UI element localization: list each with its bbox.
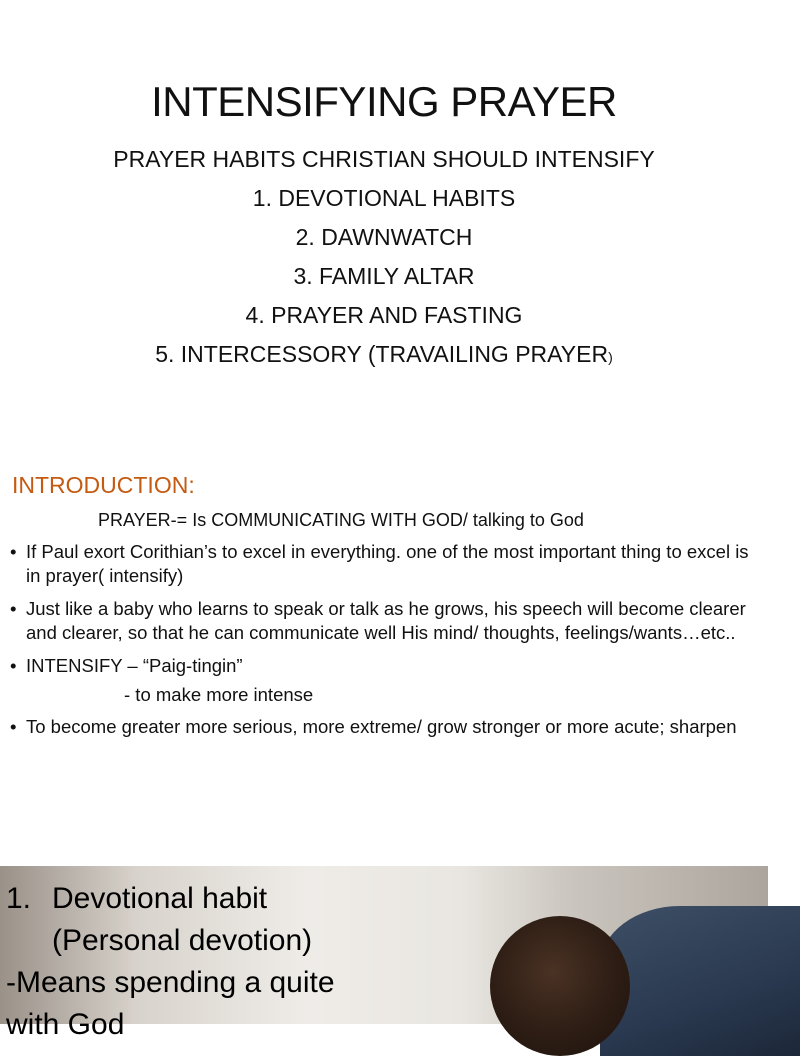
bullet-dot: •: [10, 716, 17, 737]
devotional-subheading: (Personal devotion): [52, 924, 313, 957]
item-number: 1.: [6, 882, 32, 915]
background-photo-shirt: [600, 906, 800, 1056]
bullet-item: [10, 654, 765, 678]
bullet-dot: •: [10, 655, 17, 676]
bullet-item: [10, 715, 765, 739]
bullet-text: If Paul exort Corithian’s to excel in everything. one of the most important thing to excel is in prayer( intensify): [26, 541, 749, 586]
introduction-heading: INTRODUCTION:: [12, 472, 195, 498]
bullet-item: [10, 597, 765, 645]
list-item: 4. PRAYER AND FASTING: [245, 302, 523, 328]
slide-introduction: [0, 460, 768, 820]
slide-title: INTENSIFYING PRAYER: [151, 78, 617, 125]
bullet-sub-point: - to make more intense: [124, 684, 314, 705]
list-item: [0, 335, 768, 377]
prayer-definition: PRAYER-= Is COMMUNICATING WITH GOD/ talking to God: [98, 510, 584, 530]
slide-devotional-habit: [0, 866, 768, 1041]
list-item: 2. DAWNWATCH: [295, 224, 473, 250]
prayer-habits-list: [0, 140, 768, 377]
list-item: 1. DEVOTIONAL HABITS: [252, 185, 516, 211]
item5-text: 5. INTERCESSORY (TRAVAILING PRAYER: [155, 341, 609, 367]
list-item: 3. FAMILY ALTAR: [293, 263, 475, 289]
bullet-dot: •: [10, 541, 17, 562]
bullet-list: [10, 540, 765, 748]
slide-intensifying-prayer: [0, 0, 768, 420]
list-subtitle: PRAYER HABITS CHRISTIAN SHOULD INTENSIFY: [113, 146, 655, 172]
devotional-text: [6, 878, 335, 1046]
bullet-text: INTENSIFY – “Paig-tingin”: [26, 655, 243, 676]
devotional-meaning: -Means spending a quite: [6, 966, 335, 999]
bullet-text: Just like a baby who learns to speak or talk as he grows, his speech will become clearer and clearer, so that he can communicate well His mind/ thoughts, feelings/wants…etc..: [26, 598, 746, 643]
bullet-dot: •: [10, 598, 17, 619]
devotional-heading: Devotional habit: [52, 882, 268, 915]
devotional-meaning-cont: with God: [6, 1008, 125, 1041]
item5-paren: ): [608, 349, 613, 365]
background-photo-person: [490, 916, 630, 1056]
bullet-item: [10, 540, 765, 588]
bullet-text: To become greater more serious, more extreme/ grow stronger or more acute; sharpen: [26, 716, 737, 737]
